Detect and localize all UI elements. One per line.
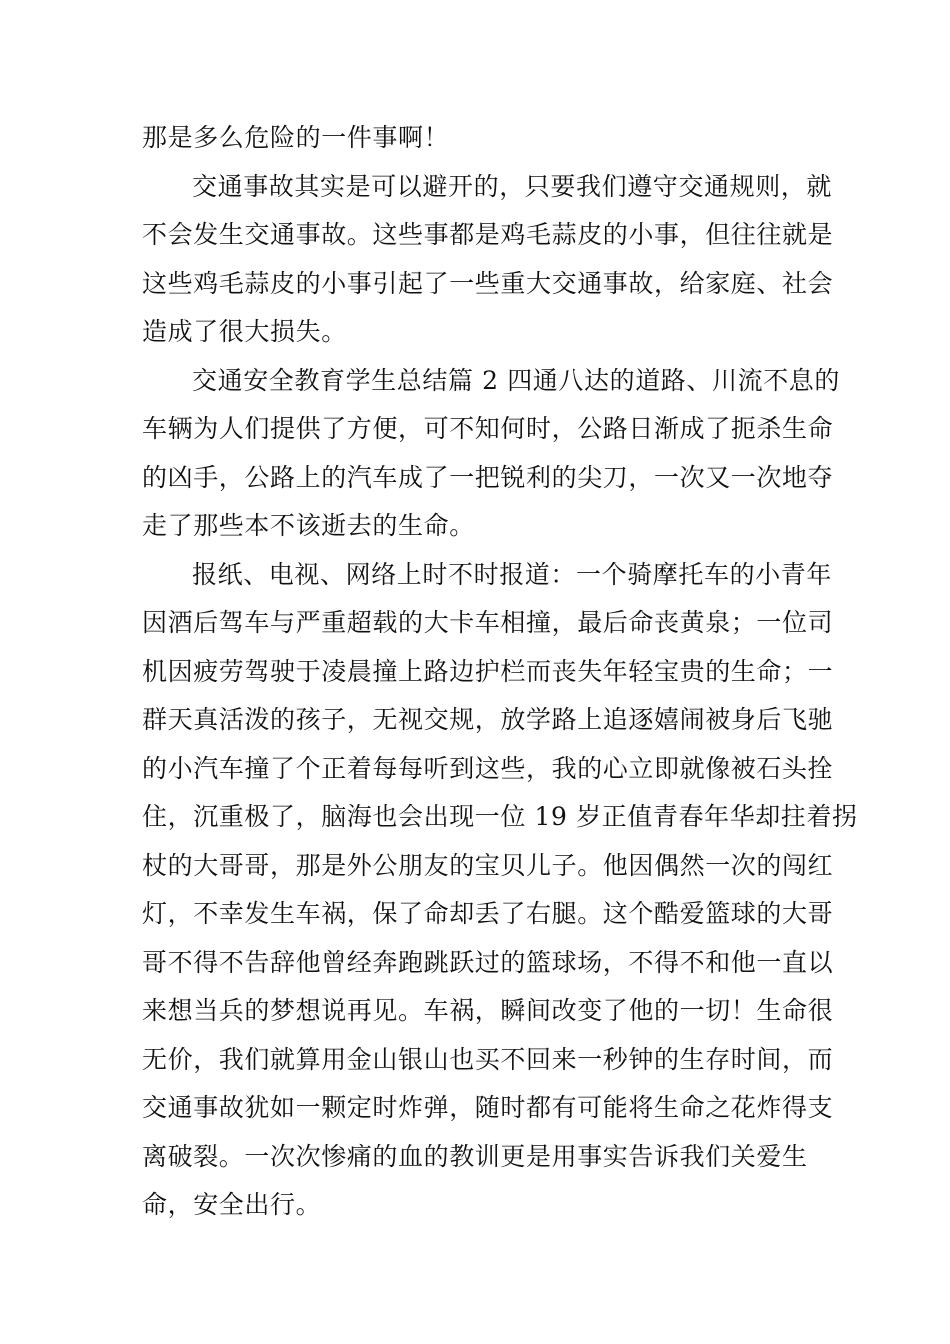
text-line: 命，安全出行。: [142, 1190, 322, 1219]
text-line: 住，沉重极了，脑海也会出现一位 19 岁正值青春年华却拄着拐: [142, 802, 858, 831]
document-body: [142, 114, 858, 1230]
paragraph-start-line: 报纸、电视、网络上时不时报道：一个骑摩托车的小青年: [192, 559, 833, 589]
text-line: 灯，不幸发生车祸，保了命却丢了右腿。这个酷爱篮球的大哥: [142, 899, 834, 928]
text-line: 来想当兵的梦想说再见。车祸，瞬间改变了他的一切！生命很: [142, 996, 834, 1025]
paragraph-start-line: 交通安全教育学生总结篇 2 四通八达的道路、川流不息的: [192, 365, 841, 395]
text-line: 走了那些本不该逝去的生命。: [142, 511, 475, 540]
text-line: 杖的大哥哥，那是外公朋友的宝贝儿子。他因偶然一次的闯红: [142, 850, 834, 880]
text-line: 不会发生交通事故。这些事都是鸡毛蒜皮的小事，但往往就是: [142, 220, 834, 249]
text-line: 交通事故犹如一颗定时炸弹，随时都有可能将生命之花炸得支: [142, 1093, 834, 1122]
text-line: 哥不得不告辞他曾经奔跑跳跃过的篮球场，不得不和他一直以: [142, 947, 834, 977]
text-line: 的凶手，公路上的汽车成了一把锐利的尖刀，一次又一次地夺: [142, 462, 834, 492]
text-line: 这些鸡毛蒜皮的小事引起了一些重大交通事故，给家庭、社会: [142, 268, 834, 298]
text-line: 造成了很大损失。: [142, 317, 347, 346]
text-line: 因酒后驾车与严重超载的大卡车相撞，最后命丧黄泉；一位司: [142, 608, 834, 637]
text-line: 那是多么危险的一件事啊！: [142, 123, 450, 152]
paragraph-start-line: 交通事故其实是可以避开的，只要我们遵守交通规则，就: [192, 171, 833, 201]
text-line: 群天真活泼的孩子，无视交规，放学路上追逐嬉闹被身后飞驰: [142, 705, 834, 734]
text-line: 车辆为人们提供了方便，可不知何时，公路日渐成了扼杀生命: [142, 414, 834, 443]
text-line: 的小汽车撞了个正着每每听到这些，我的心立即就像被石头拴: [142, 753, 834, 783]
text-line: 机因疲劳驾驶于凌晨撞上路边护栏而丧失年轻宝贵的生命；一: [142, 656, 834, 686]
text-line: 离破裂。一次次惨痛的血的教训更是用事实告诉我们关爱生: [142, 1141, 808, 1171]
text-line: 无价，我们就算用金山银山也买不回来一秒钟的生存时间，而: [142, 1044, 834, 1074]
